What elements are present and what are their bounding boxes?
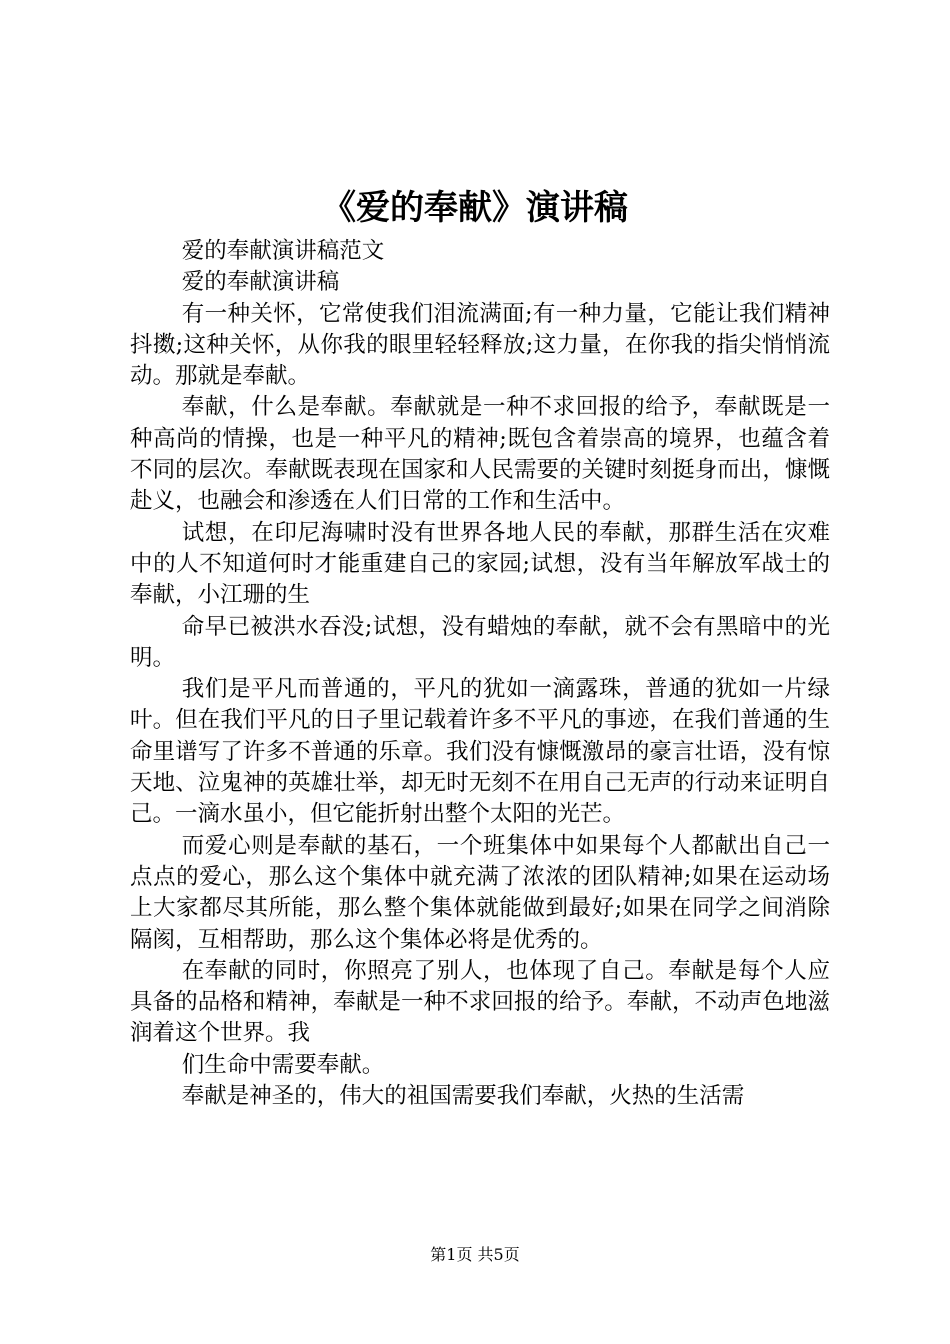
paragraph: 爱的奉献演讲稿 bbox=[181, 269, 340, 296]
paragraph: 而爱心则是奉献的基石，一个班集体中如果每个人都献出自己一点点的爱心，那么这个集体中就充满了浓浓的团队精神;如果在运动场上大家都尽其所能，那么整个集体就能做到最好;如果在同学之间消除隔阂，互相帮助，那么这个集体必将是优秀的。 bbox=[130, 832, 830, 953]
document-body bbox=[130, 236, 830, 1112]
paragraph: 试想，在印尼海啸时没有世界各地人民的奉献，那群生活在灾难中的人不知道何时才能重建自己的家园;试想，没有当年解放军战士的奉献，小江珊的生 bbox=[130, 519, 830, 609]
paragraph: 们生命中需要奉献。 bbox=[181, 1051, 385, 1078]
paragraph: 奉献是神圣的，伟大的祖国需要我们奉献，火热的生活需 bbox=[181, 1083, 745, 1110]
paragraph: 我们是平凡而普通的，平凡的犹如一滴露珠，普通的犹如一片绿叶。但在我们平凡的日子里记载着许多不平凡的事迹，在我们普通的生命里谱写了许多不普通的乐章。我们没有慷慨激昂的豪言壮语，没有惊天地、泣鬼神的英雄壮举，却无时无刻不在用自己无声的行动来证明自己。一滴水虽小，但它能折射出整个太阳的光芒。 bbox=[130, 676, 830, 828]
paragraph: 在奉献的同时，你照亮了别人，也体现了自己。奉献是每个人应具备的品格和精神，奉献是一种不求回报的给予。奉献，不动声色地滋润着这个世界。我 bbox=[130, 957, 830, 1047]
paragraph: 命早已被洪水吞没;试想，没有蜡烛的奉献，就不会有黑暗中的光明。 bbox=[130, 613, 830, 671]
paragraph: 奉献，什么是奉献。奉献就是一种不求回报的给予，奉献既是一种高尚的情操，也是一种平凡的精神;既包含着崇高的境界，也蕴含着不同的层次。奉献既表现在国家和人民需要的关键时刻挺身而出，慷慨赴义，也融会和渗透在人们日常的工作和生活中。 bbox=[130, 394, 830, 515]
page-footer: 第1页 共5页 bbox=[430, 1245, 520, 1264]
paragraph: 爱的奉献演讲稿范文 bbox=[181, 238, 385, 264]
document-title: 《爱的奉献》演讲稿 bbox=[322, 188, 628, 228]
paragraph: 有一种关怀，它常使我们泪流满面;有一种力量，它能让我们精神抖擞;这种关怀，从你我的眼里轻轻释放;这力量，在你我的指尖悄悄流动。那就是奉献。 bbox=[130, 300, 830, 390]
